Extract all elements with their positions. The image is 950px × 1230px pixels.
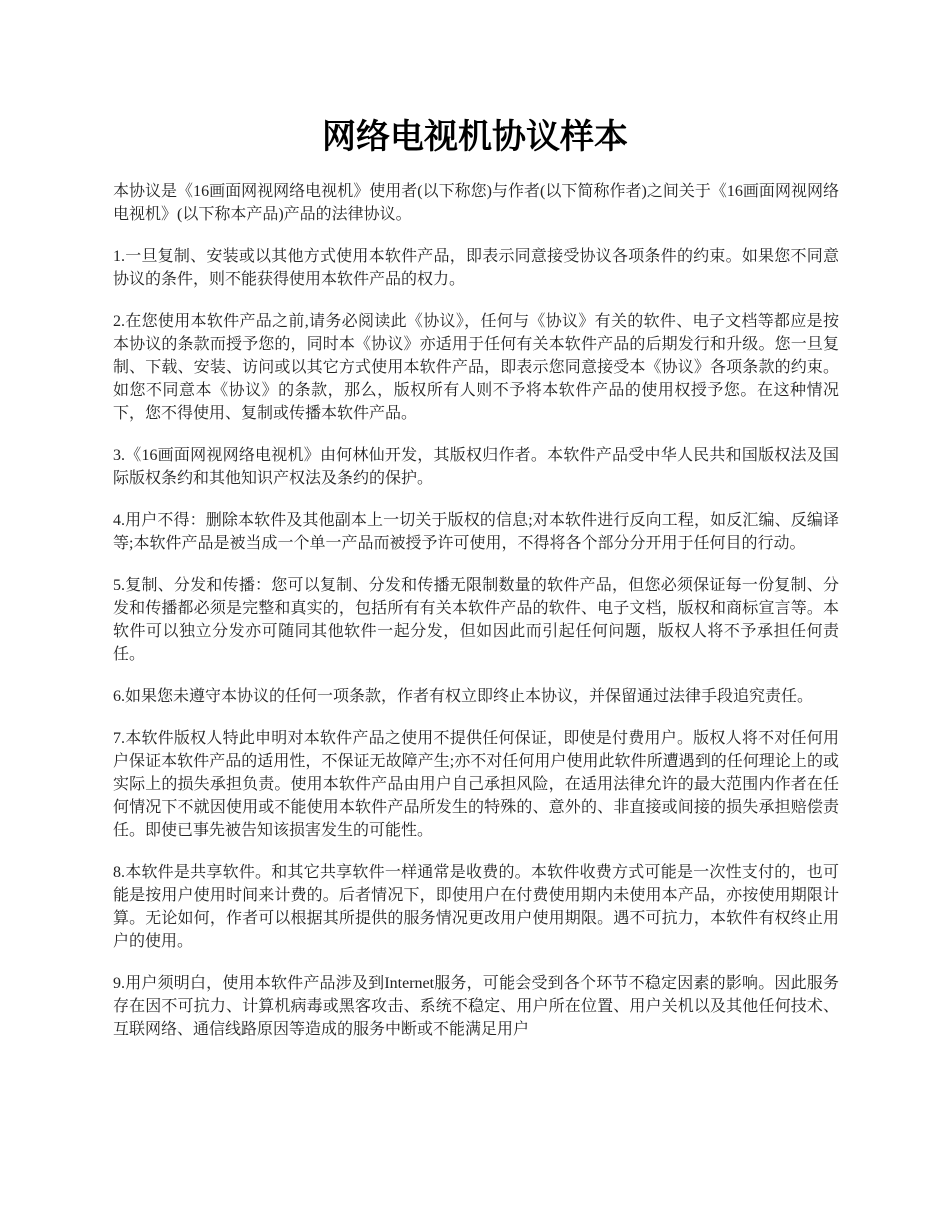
clause-5-paragraph: 5.复制、分发和传播：您可以复制、分发和传播无限制数量的软件产品，但您必须保证每一份复制、分发和传播都必须是完整和真实的，包括所有有关本软件产品的软件、电子文档，版权和商标宣言等。本软件可以独立分发亦可随同其他软件一起分发，但如因此而引起任何问题，版权人将不予承担任何责任。: [113, 577, 839, 663]
clause-4-paragraph: 4.用户不得：删除本软件及其他副本上一切关于版权的信息;对本软件进行反向工程，如反汇编、反编译等;本软件产品是被当成一个单一产品而被授予许可使用，不得将各个部分分开用于任何目的行动。: [113, 512, 839, 552]
clause-8-paragraph: 8.本软件是共享软件。和其它共享软件一样通常是收费的。本软件收费方式可能是一次性支付的，也可能是按用户使用时间来计费的。后者情况下，即使用户在付费使用期内未使用本产品，亦按使用期限计算。无论如何，作者可以根据其所提供的服务情况更改用户使用期限。遇不可抗力，本软件有权终止用户的使用。: [113, 864, 839, 950]
clause-7-paragraph: 7.本软件版权人特此申明对本软件产品之使用不提供任何保证，即使是付费用户。版权人将不对任何用户保证本软件产品的适用性，不保证无故障产生;亦不对任何用户使用此软件所遭遇到的任何理论上的或实际上的损失承担负责。使用本软件产品由用户自己承担风险，在适用法律允许的最大范围内作者在任何情况下不就因使用或不能使用本软件产品所发生的特殊的、意外的、非直接或间接的损失承担赔偿责任。即使已事先被告知该损害发生的可能性。: [113, 730, 839, 839]
document-title: 网络电视机协议样本: [322, 117, 628, 157]
clause-6-paragraph: 6.如果您未遵守本协议的任何一项条款，作者有权立即终止本协议，并保留通过法律手段追究责任。: [113, 688, 814, 705]
clause-3-paragraph: 3.《16画面网视网络电视机》由何林仙开发，其版权归作者。本软件产品受中华人民共和国版权法及国际版权条约和其他知识产权法及条约的保护。: [113, 447, 839, 487]
clause-2-paragraph: 2.在您使用本软件产品之前,请务必阅读此《协议》，任何与《协议》有关的软件、电子文档等都应是按本协议的条款而授予您的，同时本《协议》亦适用于任何有关本软件产品的后期发行和升级。您一旦复制、下载、安装、访问或以其它方式使用本软件产品，即表示您同意接受本《协议》各项条款的约束。如您不同意本《协议》的条款，那么，版权所有人则不予将本软件产品的使用权授予您。在这种情况下，您不得使用、复制或传播本软件产品。: [113, 313, 839, 422]
clause-1-paragraph: 1.一旦复制、安装或以其他方式使用本软件产品，即表示同意接受协议各项条件的约束。如果您不同意协议的条件，则不能获得使用本软件产品的权力。: [113, 248, 839, 288]
intro-paragraph: 本协议是《16画面网视网络电视机》使用者(以下称您)与作者(以下简称作者)之间关于《16画面网视网络电视机》(以下称本产品)产品的法律协议。: [113, 183, 839, 223]
clause-9-paragraph: 9.用户须明白，使用本软件产品涉及到Internet服务，可能会受到各个环节不稳定因素的影响。因此服务存在因不可抗力、计算机病毒或黑客攻击、系统不稳定、用户所在位置、用户关机以及其他任何技术、互联网络、通信线路原因等造成的服务中断或不能满足用户: [113, 975, 839, 1038]
document-body: [113, 180, 839, 1060]
